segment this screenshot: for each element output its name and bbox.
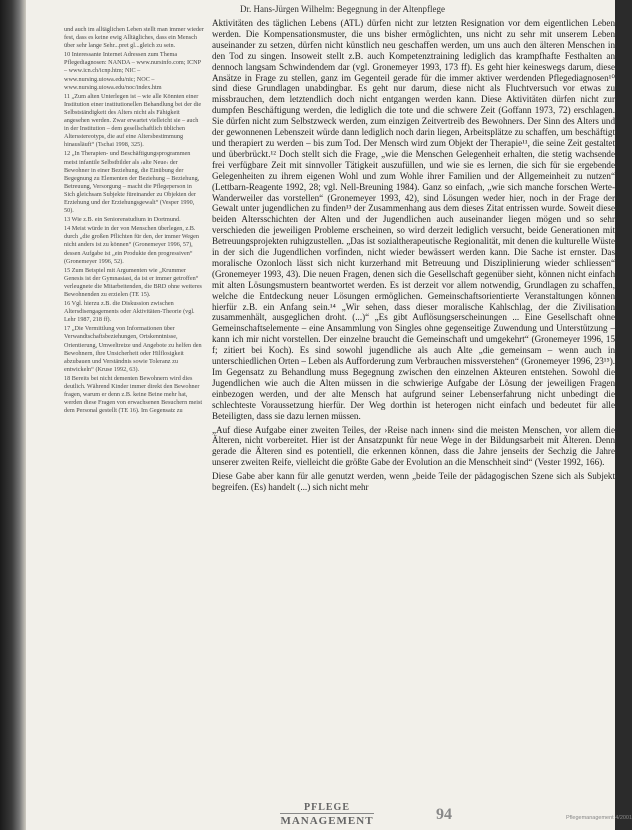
footnote: 13 Wie z.B. ein Seniorenstudium in Dortmund.: [64, 216, 181, 224]
footnote: 12 „In Therapien- und Beschäftigungsprogrammen meist infantile Selbstbilder als ›alte Neue‹ der Bewohner in einer Beziehung, die Einübung der Begegnung zu Elementen der Beziehung – Beziehung, Betreuung, Versorgung – macht die Pflegeperson in Sich gleichsam Subjekte füreinander zu Objekten der Erziehung und der Erziehungsgewalt“ (Vesper 1990, 50).: [64, 150, 200, 215]
body-paragraph: Diese Gabe aber kann für alle genutzt werden, wenn „beide Teile der pädagogischen Szene sich als Subjekt begreifen. (Es) handelt (...) sich nicht mehr: [212, 471, 615, 493]
page-number: 94: [436, 806, 452, 823]
body-paragraph: Aktivitäten des täglichen Lebens (ATL) dürfen nicht zur letzten Resignation vor dem eigentlichen Leben werden. Die Kompensationsmuster, die uns bisher ermöglichten, uns nicht zu sehr mit unserem Leben auseinander zu setzen, dürfen nicht künstlich neu geschaffen werden, um uns auch den älteren Menschen in den Tod zu singen. Insoweit stellt z.B. auch Kompetenztraining lediglich das krampfhafte Festhalten an dennoch langsam Schwindendem dar (vgl. Gronemeyer 1993, 173 ff). Es geht hier keineswegs darum, diese Ansätze in Frage zu stellen, ganz im Gegenteil gerade für die immer aktiver werdenden Pflegediagnosen¹⁰ sind diese Grundlagen unabdingbar. Es geht nur darum, diese nicht als Fluchtversuch vor etwas zu missbrauchen, dem letztendlich doch nicht entgangen werden kann. Diese Aktivitäten dürfen nicht zur dumpfen Beschäftigung werden, die lediglich die tote und die schwere Zeit (Goffann 1973, 72) erschlagen. Sie dürfen nicht zum Selbstzweck werden, zum einzigen Zeitvertreib des Bewohners. Der Sinn des Alters und der gewonnenen Lebenszeit würde dann lediglich noch darin liegen, Arbeitsplätze zu schaffen, um beschäftigt und therapiert zu werden – bis zum Tod. Der Mensch wird zum Objekt der Therapie¹¹, die seine Zeit gestaltet und überbrückt.¹² Doch stellt sich die Frage, „wie die Menschen Gelegenheit erhalten, die stetig wachsende frei verfügbare Zeit mit sinnvoller Tätigkeit auszufüllen, und wie sie es lernen, die sich für sie ergebende Gelegenheiten zu ihrem eigenen Wohl und zum Wohle ihrer Familien und der Allgemeinheit zu nutzen“ (Lettbarn-Reagente 1992, 28; vgl. Nell-Breuning 1984). Ganz so einfach, „wie sich manche forschen Werte-Wanderweiler das vorstellen“ (Gronemeyer 1993, 42), sind Lösungen weder hier, noch in der Frage der Gewalt unter jugendlichen zu finden¹³ der Zusammenhang aus dem dieses Zitat entrissen wurde. Soweit diese beiden Altersschichten der Alten und der Jugendlichen auch auseinander liegen mögen und so sehr verschieden die jeweiligen Probleme erscheinen, so wird derzeit lediglich versucht, beide Generationen mit Betreuungsprojekten ruhigzustellen. „Das ist sozialtherapeutische Regionalität, mit denen die kulturelle Wüste in der sich die Jugendlichen vorfinden, nicht wieder bewässert werden kann. Die Sache ist ernster. Das moralische Ozonloch lässt sich nicht kurzerhand mit Betreuung und Disziplinierung wieder schliessen“ (Gronemeyer 1993, 43). Die neuen Fragen, denen sich die Gesellschaft gegenüber sieht, können nicht einfach mit alten Lösungsmustern beantwortet werden. Es ist derzeit vor allem notwendig, Grundlagen zu schaffen, welche die Entdeckung neuer Lösungen ermöglichen. Gemeinschaftsorientierte Veranstaltungen können hierfür z.B. ein Anfang sein.¹⁴ „Wir sehen, dass dieser moralische Kahlschlag, der die Zivilisation zusammenhält, ausgeglichen droht. (...)“ „Es gibt Auflösungserscheinungen ... Eine Gesellschaft ohne Gemeinschaftselemente – eine Ansammlung von Singles ohne gegenseitige Zuwendung und Unterstützung – kann ich mir nicht vorstellen. Der einzelne braucht die Gemeinschaft und umgekehrt“ (Gronemeyer 1996, 15 f; zitiert bei Koch). Es sind sowohl jugendliche als auch Alte „die gemeinsam – wenn auch in unterschiedlichen Orten – Leben als Aufforderung zum Verbrauchen missverstehen“ (Gronemeyer 1996, 23¹⁵). Im Gegensatz zu Behandlung muss Begegnung zwischen den einzelnen Akteuren entstehen. Sowohl die Jugendlichen wie auch die Alten müssen in die schwierige Aufgabe der Lösung der jeweiligen Fragen einbezogen werden, und der alte Mensch hat aufgrund seiner Lebenserfahrung nicht unbedingt die schlechteste Voraussetzung hierfür. Der Weg dorthin ist heterogen nicht einfach und bedeutet für alle Beteiligten, dass sie dazu lernen müssen.: [212, 18, 615, 421]
footnote: und auch im alltäglichen Leben stellt man immer wieder fest, dass es keine ewig Alltägliches, dass ein Mensch über sehr lange Sehr...pret gl...gleich zu sein.: [64, 26, 204, 50]
journal-logo: [262, 802, 392, 828]
footnote: 15 Zum Beispiel mit Argumenten wie „Krummer Genesis ist der Gymnasiast, da ist er immer getroffen“ verleugnete die Mitarbeitenden, die BRD ohne weiteres Bewohnenden zu erzielen (TE 15).: [64, 266, 202, 298]
footnote: 17 „Die Vermittlung von Informationen über Verwandtschaftsbeziehungen, Ortskenntnisse, Orientierung, Umweltreize und Angebote zu helfen den Bewohnern, ihre Unsicherheit oder Hilflosigkeit abzubauen und Verständnis sowie Toleranz zu entwickeln“ (Kruse 1992, 63).: [64, 325, 202, 373]
footnote: 10 Interessante Internet Adressen zum Thema Pflegediagnosen: NANDA – www.nursinfo.com; ICNP – www.icn.ch/icnp.htm; NIC – www.nursing.uiowa.edu/nic; NOC – www.nursing.uiowa.edu/noc/index.htm: [64, 51, 201, 91]
main-text-column: [212, 18, 615, 818]
logo-top-text: PFLEGE: [303, 802, 350, 813]
footnote: 18 Bereits bei nicht dementen Bewohnern wird dies deutlich. Während Kinder immer direkt den Bewohner fragen, warum er denn z.B. keine Beine mehr hat, werden diese Fragen von erwachsenen Besuchern meist dem Personal gestellt (TE 16). Im Gegensatz zu: [64, 374, 203, 415]
footnotes-column: [64, 26, 204, 766]
logo-bottom-text: MANAGEMENT: [280, 815, 374, 827]
footnote: 16 Vgl. hierzu z.B. die Diskussion zwischen Altersdisengagements oder Aktivitäten-Theorie (vgl. Lehr 1987, 218 ff).: [64, 300, 195, 324]
book-spine-shadow: [0, 0, 26, 830]
running-header: Dr. Hans-Jürgen Wilhelm: Begegnung in der Altenpflege: [240, 4, 446, 14]
footnote: 11 „Zum alten Unterlegen ist – wie alle Könnten einer Institution einer institutionellen Behandlung bei der die Selbstständigkeit des Alters nicht als Fähigkeit angesehen werden. Zwar erwartet vielleicht sie – auch in der Institution – dem gesellschaftlich üblichen Altersstereotyps, die auf eine Altersbestimmung hinausläuft“ (Tschai 1998, 325).: [64, 92, 202, 149]
book-page: [26, 0, 632, 830]
footer-journal-issue: Pflegemanagement 4/2001: [566, 815, 632, 821]
body-paragraph: „Auf diese Aufgabe einer zweiten Teiles, der ›Reise nach innen‹ sind die meisten Menschen, vor allem die Älteren, nicht vorbereitet. Hier ist der Ansatzpunkt für neue Wege in der Bildungsarbeit mit Älteren. Denn gerade die Älteren sind es potentiell, die erkennen können, dass die Jahre jenseits der Sechzig die Jahre unserer zweiten Reife, vielleicht die größte Gabe der Evolution an die Menschheit sind“ (Vester 1992, 166).: [212, 424, 615, 468]
footnote: 14 Meist würde in der von Menschen überlegen, z.B. durch „die großen Pflichten für den, der immer Wegen nicht anders ist zu können“ (Gronemeyer 1996, 57), dessen Aufgabe ist „ein Produkte den progressiven“ (Gronemeyer 1996, 52).: [64, 225, 199, 265]
